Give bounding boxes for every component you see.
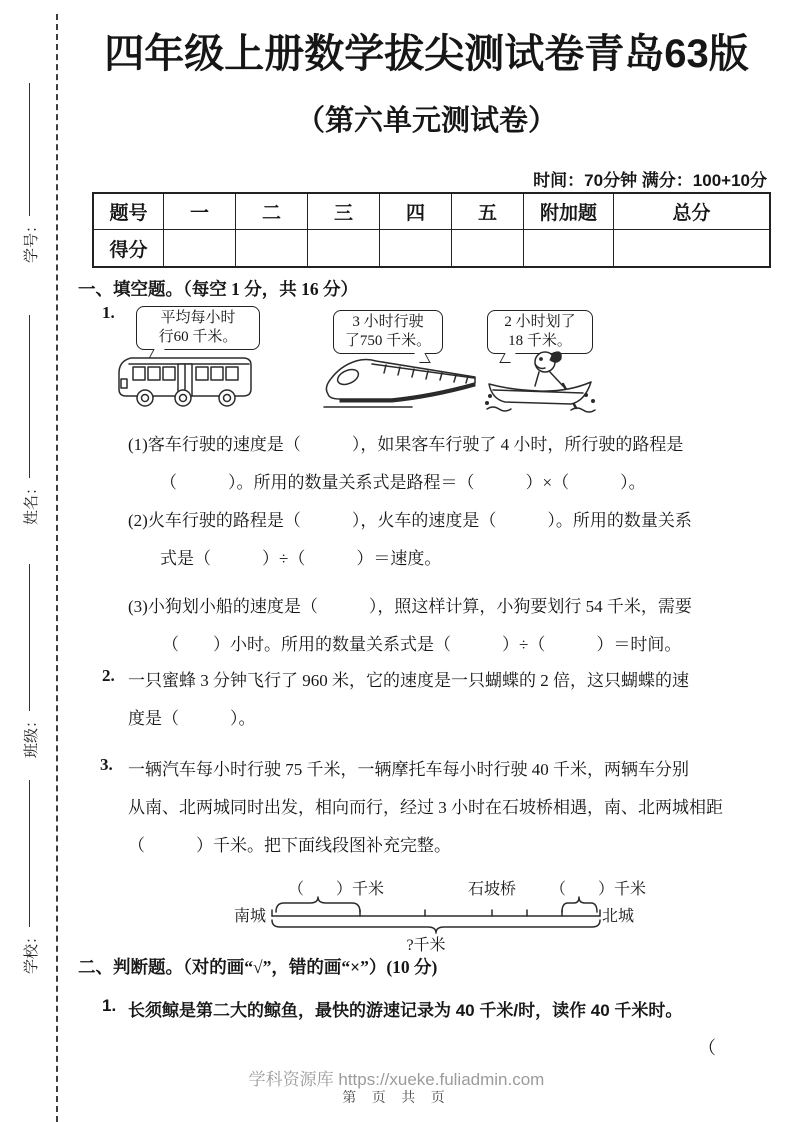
- margin-field-name: [18, 315, 42, 525]
- score-cell: [164, 230, 236, 266]
- q1-sub1-line2: （ ）。所用的数量关系式是路程＝（ ）×（ ）。: [160, 473, 646, 492]
- q3-line3: （ ）千米。把下面线段图补充完整。: [128, 836, 451, 855]
- score-cell: [308, 230, 380, 266]
- score-table-header-cell: 附加题: [524, 194, 614, 230]
- line-segment-diagram: [228, 872, 710, 954]
- diagram-right-distance-label: （ ）千米: [550, 881, 647, 898]
- score-table-header-cell: 五: [452, 194, 524, 230]
- score-cell: [524, 230, 614, 266]
- q3-line2: 从南、北两城同时出发，相向而行，经过 3 小时在石坡桥相遇，南、北两城相距: [128, 798, 723, 817]
- total-underbrace: [272, 920, 600, 933]
- score-table-header-cell: 题号: [94, 194, 164, 230]
- score-cell: [236, 230, 308, 266]
- score-table-header-cell: 一: [164, 194, 236, 230]
- dog-boat-illustration: [483, 346, 599, 414]
- footer-source-link[interactable]: 学科资源库 https://xueke.fuliadmin.com: [248, 1070, 545, 1089]
- student-id-blank: [28, 83, 30, 216]
- q2-number: 2.: [102, 666, 115, 685]
- q2-line2: 度是（ ）。: [128, 709, 256, 728]
- score-table-header-cell: 三: [308, 194, 380, 230]
- bus-illustration: [115, 352, 257, 410]
- student-id-label: 学号：: [23, 217, 40, 263]
- fill-section-heading: 一、填空题。（每空 1 分，共 16 分）: [78, 279, 358, 299]
- class-blank: [28, 564, 30, 711]
- bus-bubble-line1: 平均每小时: [160, 310, 236, 326]
- right-overbrace: [562, 897, 597, 912]
- score-table-header-cell: 四: [380, 194, 452, 230]
- score-cell: [614, 230, 769, 266]
- margin-field-class: [18, 564, 42, 758]
- q2-line1: 一只蜜蜂 3 分钟飞行了 960 米，它的速度是一只蝴蝶的 2 倍，这只蝴蝶的速: [128, 671, 689, 690]
- bus-bubble-line2: 行60 千米。: [158, 329, 238, 345]
- score-table-header-cell: 二: [236, 194, 308, 230]
- margin-field-school: [18, 780, 42, 974]
- name-blank: [28, 315, 30, 478]
- bus-speech-bubble: [136, 306, 260, 350]
- diagram-left-distance-label: （ ）千米: [288, 881, 385, 898]
- q1-sub3-line1: (3)小狗划小船的速度是（ ），照这样计算，小狗要划行 54 千米，需要: [128, 597, 692, 616]
- score-cell: [380, 230, 452, 266]
- q1-sub3-line2: （ ）小时。所用的数量关系式是（ ）÷（ ）＝时间。: [162, 635, 682, 654]
- judge-q1-text: 长须鲸是第二大的鲸鱼，最快的游速记录为 40 千米/时，读作 40 千米时。: [128, 1001, 683, 1020]
- score-table-header-cell: 总分: [614, 194, 769, 230]
- q3-line1: 一辆汽车每小时行驶 75 千米，一辆摩托车每小时行驶 40 千米，两辆车分别: [128, 760, 689, 779]
- diagram-total-label: ?千米: [406, 937, 446, 954]
- class-label: 班级：: [23, 712, 40, 758]
- score-cell: [452, 230, 524, 266]
- school-label: 学校：: [23, 928, 40, 974]
- page-title: 四年级上册数学拔尖测试卷青岛63版: [104, 32, 749, 76]
- train-illustration: [322, 352, 482, 412]
- judge-section-heading: 二、判断题。（对的画“√”，错的画“×”）(10 分): [78, 957, 438, 977]
- page-subtitle: （第六单元测试卷）: [295, 105, 557, 137]
- diagram-north-label: 北城: [602, 908, 635, 925]
- train-bubble-line2: 了750 千米。: [344, 333, 432, 349]
- train-bubble-line1: 3 小时行驶: [352, 314, 424, 330]
- margin-field-student-id: [18, 83, 42, 263]
- score-row-label: 得分: [94, 230, 164, 266]
- footer-page-number: 第 页 共 页: [342, 1091, 451, 1106]
- boat-bubble-line1: 2 小时划了: [504, 314, 576, 330]
- judge-q1-number: 1.: [102, 996, 117, 1015]
- judge-q1-answer-paren: （: [698, 1038, 716, 1058]
- name-label: 姓名：: [23, 479, 40, 525]
- seal-dashed-line: [56, 14, 58, 1122]
- q3-number: 3.: [100, 755, 113, 774]
- q1-number: 1.: [102, 303, 115, 322]
- time-score-info: 时间：70分钟 满分：100+10分: [533, 171, 767, 190]
- q1-sub2-line1: (2)火车行驶的路程是（ ），火车的速度是（ ）。所用的数量关系: [128, 511, 692, 530]
- school-blank: [28, 780, 30, 927]
- boat-bubble-line2: 18 千米。: [508, 333, 572, 349]
- q1-sub1-line1: (1)客车行驶的速度是（ ），如果客车行驶了 4 小时，所行驶的路程是: [128, 435, 684, 454]
- train-speech-bubble: [333, 310, 443, 354]
- q1-sub2-line2: 式是（ ）÷（ ）＝速度。: [160, 549, 442, 568]
- diagram-south-label: 南城: [234, 908, 267, 925]
- score-table: [92, 192, 771, 268]
- diagram-bridge-label: 石坡桥: [467, 881, 517, 898]
- left-overbrace: [276, 897, 360, 912]
